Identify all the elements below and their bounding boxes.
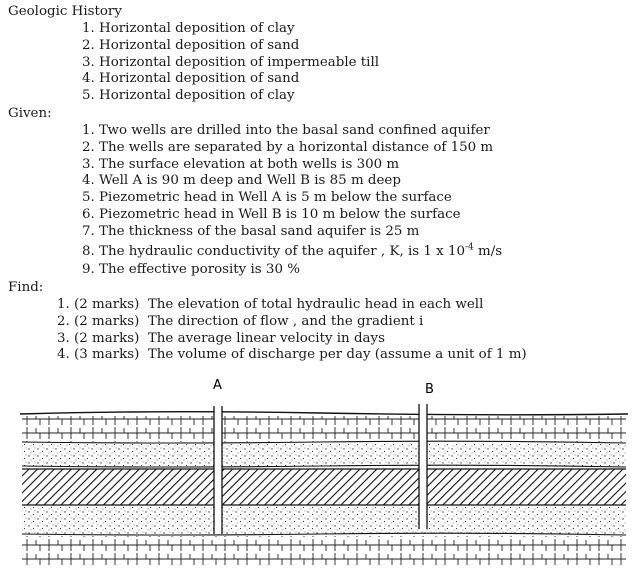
list-item: 8. The hydraulic conductivity of the aquifer , K, is 1 x $10^{-4}$ m/s xyxy=(82,242,503,259)
list-item: 3. (2 marks) The average linear velocity in days xyxy=(57,330,385,346)
list-item: 4. (3 marks) The volume of discharge per day (assume a unit of 1 m) xyxy=(57,347,527,363)
impermeable-till-layer xyxy=(22,469,626,505)
given-list xyxy=(82,123,502,278)
list-item: 1. Two wells are drilled into the basal sand confined aquifer xyxy=(82,123,490,138)
list-item: 2. The wells are separated by a horizontal distance of 150 m xyxy=(82,139,494,155)
list-item: 4. Horizontal deposition of sand xyxy=(82,71,300,87)
geologic-history-list xyxy=(82,21,379,105)
list-item: 5. Piezometric head in Well A is 5 m below the surface xyxy=(82,190,452,206)
list-item: 5. Horizontal deposition of clay xyxy=(82,88,295,104)
list-item: 6. Piezometric head in Well B is 10 m below the surface xyxy=(82,206,461,222)
find-list xyxy=(57,297,527,364)
list-item: 1. (2 marks) The elevation of total hydraulic head in each well xyxy=(57,297,484,312)
find-heading: Find: xyxy=(8,280,44,295)
list-item: 2. Horizontal deposition of sand xyxy=(82,37,300,53)
list-item: 2. (2 marks) The direction of flow , and the gradient i xyxy=(57,313,424,329)
list-item: 3. The surface elevation at both wells is 300 m xyxy=(82,156,400,172)
list-item: 9. The effective porosity is 30 % xyxy=(82,261,300,277)
well-b-label: B xyxy=(425,382,434,397)
well-a-label: A xyxy=(213,378,222,393)
well-b xyxy=(419,404,427,529)
ground-surface xyxy=(20,412,628,415)
list-item: 7. The thickness of the basal sand aquifer is 25 m xyxy=(82,223,420,239)
upper-clay-layer xyxy=(22,416,626,442)
basal-sand-aquifer xyxy=(22,507,626,534)
upper-sand-layer xyxy=(22,444,626,466)
geologic-cross-section xyxy=(0,370,636,582)
basal-clay-layer xyxy=(22,536,626,566)
given-heading: Given: xyxy=(8,106,52,121)
list-item: 4. Well A is 90 m deep and Well B is 85 m deep xyxy=(82,173,401,189)
list-item: 3. Horizontal deposition of impermeable till xyxy=(82,54,380,70)
geologic-history-heading: Geologic History xyxy=(8,4,122,19)
list-item: 1. Horizontal deposition of clay xyxy=(82,21,295,36)
well-a xyxy=(214,406,222,534)
exponent: -4 xyxy=(465,242,474,253)
